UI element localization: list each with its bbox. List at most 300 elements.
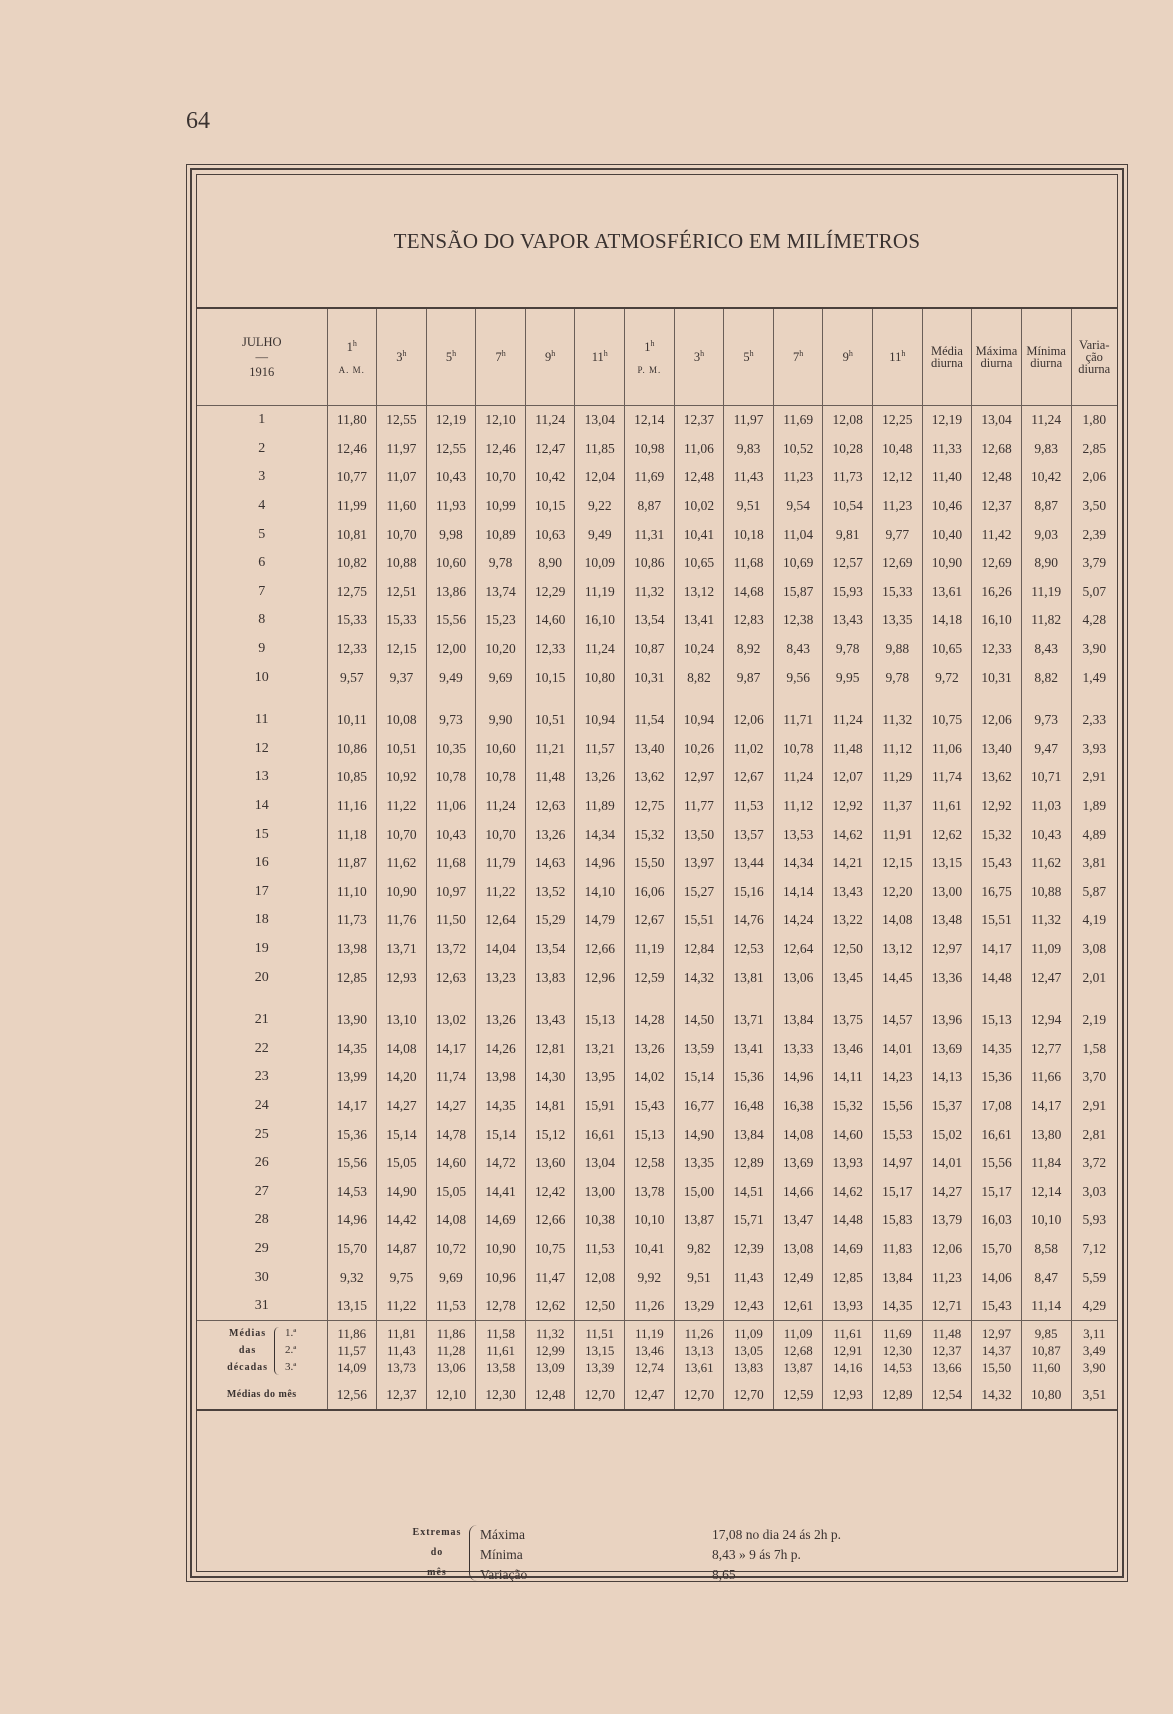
value-cell: 12,61 — [773, 1292, 823, 1321]
day-cell: 29 — [254, 1240, 269, 1256]
value-cell: 10,10 — [625, 1206, 675, 1235]
value-cell: 11,06 — [674, 435, 724, 464]
value-cell: 12,53 — [724, 935, 774, 964]
value-cell: 12,37 — [972, 492, 1022, 521]
value-cell: 14,62 — [823, 820, 873, 849]
value-cell: 14,04 — [476, 935, 526, 964]
value-cell: 13,04 — [972, 406, 1022, 435]
value-cell: 10,15 — [525, 663, 575, 692]
month-mean-cell: 14,32 — [972, 1380, 1022, 1410]
value-cell: 13,95 — [575, 1063, 625, 1092]
am-label: A. M. — [338, 365, 365, 376]
stat-header-min: Mínima diurna — [1021, 309, 1071, 406]
hour-header: 9$^h$ — [823, 309, 873, 406]
value-cell: 14,41 — [476, 1177, 526, 1206]
value-cell: 15,87 — [773, 578, 823, 607]
hour-header: 7$^h$ — [476, 309, 526, 406]
value-cell: 13,26 — [525, 820, 575, 849]
value-cell: 14,27 — [922, 1177, 972, 1206]
value-cell: 13,04 — [575, 406, 625, 435]
table-row — [197, 578, 1117, 607]
value-cell: 14,01 — [873, 1034, 923, 1063]
table-row — [197, 492, 1117, 521]
value-cell: 13,53 — [773, 820, 823, 849]
value-cell: 11,74 — [922, 763, 972, 792]
value-cell: 10,85 — [327, 763, 377, 792]
value-cell: 11,91 — [873, 820, 923, 849]
day-cell: 19 — [254, 940, 269, 956]
value-cell: 9,92 — [625, 1263, 675, 1292]
value-cell: 10,08 — [377, 692, 427, 735]
value-cell: 13,00 — [922, 878, 972, 907]
value-cell: 15,56 — [972, 1149, 1022, 1178]
value-cell: 12,78 — [476, 1292, 526, 1321]
decade-value-cell: 11,69 12,30 14,53 — [873, 1321, 923, 1381]
value-cell: 15,83 — [873, 1206, 923, 1235]
value-cell: 15,37 — [922, 1092, 972, 1121]
table-row — [197, 606, 1117, 635]
value-cell: 10,78 — [773, 735, 823, 764]
day-cell: 17 — [254, 883, 269, 899]
value-cell: 10,18 — [724, 520, 774, 549]
value-cell: 9,78 — [823, 635, 873, 664]
value-cell: 16,38 — [773, 1092, 823, 1121]
value-cell: 11,48 — [525, 763, 575, 792]
month-mean-cell: 12,54 — [922, 1380, 972, 1410]
value-cell: 10,96 — [476, 1263, 526, 1292]
value-cell: 12,46 — [327, 435, 377, 464]
value-cell: 10,31 — [972, 663, 1022, 692]
month-mean-cell: 12,30 — [476, 1380, 526, 1410]
value-cell: 10,35 — [426, 735, 476, 764]
hour-header: 11$^h$ — [575, 309, 625, 406]
value-cell: 9,51 — [724, 492, 774, 521]
value-cell: 11,80 — [327, 406, 377, 435]
value-cell: 11,24 — [476, 792, 526, 821]
month-year: 1916 — [249, 364, 275, 379]
value-cell: 16,10 — [575, 606, 625, 635]
value-cell: 13,26 — [625, 1034, 675, 1063]
value-cell: 12,62 — [525, 1292, 575, 1321]
value-cell: 9,98 — [426, 520, 476, 549]
value-cell: 11,97 — [377, 435, 427, 464]
value-cell: 9,83 — [724, 435, 774, 464]
value-cell: 13,79 — [922, 1206, 972, 1235]
value-cell: 11,74 — [426, 1063, 476, 1092]
value-cell: 11,18 — [327, 820, 377, 849]
value-cell: 7,12 — [1071, 1235, 1117, 1264]
value-cell: 10,70 — [476, 820, 526, 849]
table-row — [197, 820, 1117, 849]
value-cell: 13,69 — [922, 1034, 972, 1063]
month-mean-cell: 12,70 — [674, 1380, 724, 1410]
value-cell: 12,89 — [724, 1149, 774, 1178]
value-cell: 8,43 — [1021, 635, 1071, 664]
value-cell: 14,81 — [525, 1092, 575, 1121]
value-cell: 13,74 — [476, 578, 526, 607]
value-cell: 11,50 — [426, 906, 476, 935]
value-cell: 10,40 — [922, 520, 972, 549]
table-body — [197, 406, 1117, 1411]
value-cell: 11,43 — [724, 1263, 774, 1292]
value-cell: 14,35 — [972, 1034, 1022, 1063]
value-cell: 15,33 — [327, 606, 377, 635]
value-cell: 12,64 — [476, 906, 526, 935]
value-cell: 15,13 — [575, 992, 625, 1035]
day-cell: 27 — [254, 1183, 269, 1199]
value-cell: 13,99 — [327, 1063, 377, 1092]
value-cell: 15,14 — [377, 1120, 427, 1149]
value-cell: 12,20 — [873, 878, 923, 907]
value-cell: 11,79 — [476, 849, 526, 878]
value-cell: 12,81 — [525, 1034, 575, 1063]
value-cell: 10,10 — [1021, 1206, 1071, 1235]
day-cell: 21 — [254, 1012, 269, 1028]
value-cell: 13,45 — [823, 963, 873, 992]
value-cell: 10,94 — [575, 692, 625, 735]
value-cell: 15,23 — [476, 606, 526, 635]
value-cell: 12,15 — [377, 635, 427, 664]
value-cell: 12,55 — [426, 435, 476, 464]
value-cell: 3,72 — [1071, 1149, 1117, 1178]
value-cell: 13,40 — [625, 735, 675, 764]
day-cell: 11 — [255, 712, 269, 728]
month-mean-cell: 12,89 — [873, 1380, 923, 1410]
hour-header: 5$^h$ — [426, 309, 476, 406]
value-cell: 10,54 — [823, 492, 873, 521]
value-cell: 12,47 — [525, 435, 575, 464]
value-cell: 10,60 — [426, 549, 476, 578]
value-cell: 11,60 — [377, 492, 427, 521]
value-cell: 11,31 — [625, 520, 675, 549]
value-cell: 12,50 — [823, 935, 873, 964]
value-cell: 10,46 — [922, 492, 972, 521]
value-cell: 11,24 — [525, 406, 575, 435]
value-cell: 10,42 — [525, 463, 575, 492]
value-cell: 13,96 — [922, 992, 972, 1035]
day-cell: 6 — [258, 555, 266, 571]
day-cell: 14 — [254, 798, 269, 814]
value-cell: 13,33 — [773, 1034, 823, 1063]
value-cell: 2,33 — [1071, 692, 1117, 735]
hour-header: 1$^h$ P. M. — [625, 309, 675, 406]
decade-value-cell: 9,85 10,87 11,60 — [1021, 1321, 1071, 1381]
value-cell: 10,43 — [426, 820, 476, 849]
value-cell: 17,08 — [972, 1092, 1022, 1121]
value-cell: 8,82 — [674, 663, 724, 692]
value-cell: 1,89 — [1071, 792, 1117, 821]
value-cell: 11,93 — [426, 492, 476, 521]
value-cell: 13,97 — [674, 849, 724, 878]
day-cell: 1 — [258, 412, 266, 428]
table-row — [197, 878, 1117, 907]
value-cell: 13,36 — [922, 963, 972, 992]
value-cell: 12,97 — [674, 763, 724, 792]
value-cell: 13,60 — [525, 1149, 575, 1178]
value-cell: 13,71 — [724, 992, 774, 1035]
table-row — [197, 849, 1117, 878]
value-cell: 8,87 — [625, 492, 675, 521]
extreme-max-value: 17,08 no dia 24 ás 2h p. — [712, 1527, 841, 1542]
table-frame-inner — [196, 174, 1118, 1582]
decade-value-cell: 11,32 12,99 13,09 — [525, 1321, 575, 1381]
value-cell: 3,90 — [1071, 635, 1117, 664]
value-cell: 11,09 — [1021, 935, 1071, 964]
value-cell: 13,35 — [674, 1149, 724, 1178]
value-cell: 15,32 — [625, 820, 675, 849]
extreme-max-label: Máxima — [480, 1527, 525, 1542]
value-cell: 12,77 — [1021, 1034, 1071, 1063]
table-row — [197, 1120, 1117, 1149]
value-cell: 8,58 — [1021, 1235, 1071, 1264]
value-cell: 4,29 — [1071, 1292, 1117, 1321]
value-cell: 10,11 — [327, 692, 377, 735]
decade-value-cell: 11,61 12,91 14,16 — [823, 1321, 873, 1381]
table-row — [197, 1063, 1117, 1092]
value-cell: 11,19 — [575, 578, 625, 607]
value-cell: 11,47 — [525, 1263, 575, 1292]
value-cell: 11,06 — [426, 792, 476, 821]
day-cell: 22 — [254, 1040, 269, 1056]
value-cell: 10,26 — [674, 735, 724, 764]
value-cell: 15,51 — [972, 906, 1022, 935]
day-cell: 15 — [254, 826, 269, 842]
value-cell: 12,08 — [823, 406, 873, 435]
value-cell: 12,69 — [873, 549, 923, 578]
value-cell: 10,77 — [327, 463, 377, 492]
value-cell: 15,16 — [724, 878, 774, 907]
value-cell: 11,23 — [922, 1263, 972, 1292]
stat-header-mean: Média diurna — [922, 309, 972, 406]
value-cell: 13,86 — [426, 578, 476, 607]
extreme-variation-label: Variação — [480, 1567, 528, 1582]
value-cell: 12,96 — [575, 963, 625, 992]
value-cell: 12,83 — [724, 606, 774, 635]
value-cell: 11,76 — [377, 906, 427, 935]
value-cell: 16,03 — [972, 1206, 1022, 1235]
value-cell: 11,22 — [377, 1292, 427, 1321]
value-cell: 11,53 — [426, 1292, 476, 1321]
value-cell: 12,63 — [426, 963, 476, 992]
table-row — [197, 1206, 1117, 1235]
value-cell: 10,97 — [426, 878, 476, 907]
value-cell: 10,78 — [426, 763, 476, 792]
value-cell: 10,51 — [525, 692, 575, 735]
table-row — [197, 1263, 1117, 1292]
value-cell: 10,51 — [377, 735, 427, 764]
value-cell: 11,24 — [1021, 406, 1071, 435]
value-cell: 14,24 — [773, 906, 823, 935]
value-cell: 12,37 — [674, 406, 724, 435]
value-cell: 12,51 — [377, 578, 427, 607]
value-cell: 13,02 — [426, 992, 476, 1035]
value-cell: 14,02 — [625, 1063, 675, 1092]
value-cell: 15,53 — [873, 1120, 923, 1149]
value-cell: 11,21 — [525, 735, 575, 764]
table-row — [197, 520, 1117, 549]
value-cell: 11,61 — [922, 792, 972, 821]
value-cell: 12,06 — [972, 692, 1022, 735]
value-cell: 12,85 — [327, 963, 377, 992]
value-cell: 12,12 — [873, 463, 923, 492]
value-cell: 14,90 — [674, 1120, 724, 1149]
value-cell: 15,27 — [674, 878, 724, 907]
value-cell: 14,08 — [873, 906, 923, 935]
value-cell: 11,32 — [873, 692, 923, 735]
value-cell: 10,70 — [377, 820, 427, 849]
value-cell: 13,59 — [674, 1034, 724, 1063]
value-cell: 10,94 — [674, 692, 724, 735]
value-cell: 12,04 — [575, 463, 625, 492]
value-cell: 11,24 — [773, 763, 823, 792]
value-cell: 13,12 — [873, 935, 923, 964]
value-cell: 14,60 — [823, 1120, 873, 1149]
month-mean-cell: 12,56 — [327, 1380, 377, 1410]
extremes-brace — [469, 1525, 478, 1581]
value-cell: 10,72 — [426, 1235, 476, 1264]
value-cell: 12,49 — [773, 1263, 823, 1292]
value-cell: 14,69 — [476, 1206, 526, 1235]
value-cell: 13,41 — [674, 606, 724, 635]
table-frame — [190, 168, 1124, 1582]
value-cell: 11,16 — [327, 792, 377, 821]
value-cell: 13,26 — [575, 763, 625, 792]
value-cell: 10,15 — [525, 492, 575, 521]
value-cell: 12,19 — [426, 406, 476, 435]
stat-header-max: Máxima diurna — [972, 309, 1022, 406]
value-cell: 11,24 — [823, 692, 873, 735]
value-cell: 10,98 — [625, 435, 675, 464]
value-cell: 9,69 — [476, 663, 526, 692]
decade-value-cell: 3,11 3,49 3,90 — [1071, 1321, 1117, 1381]
value-cell: 12,42 — [525, 1177, 575, 1206]
value-cell: 9,54 — [773, 492, 823, 521]
value-cell: 14,57 — [873, 992, 923, 1035]
value-cell: 12,66 — [575, 935, 625, 964]
value-cell: 13,84 — [724, 1120, 774, 1149]
day-cell: 10 — [254, 669, 269, 685]
value-cell: 16,61 — [972, 1120, 1022, 1149]
value-cell: 14,76 — [724, 906, 774, 935]
value-cell: 12,62 — [922, 820, 972, 849]
value-cell: 15,36 — [972, 1063, 1022, 1092]
value-cell: 15,14 — [476, 1120, 526, 1149]
decade-value-cell: 11,86 11,28 13,06 — [426, 1321, 476, 1381]
value-cell: 15,13 — [972, 992, 1022, 1035]
value-cell: 9,47 — [1021, 735, 1071, 764]
value-cell: 14,13 — [922, 1063, 972, 1092]
value-cell: 5,07 — [1071, 578, 1117, 607]
value-cell: 14,23 — [873, 1063, 923, 1092]
value-cell: 14,48 — [972, 963, 1022, 992]
value-cell: 10,42 — [1021, 463, 1071, 492]
value-cell: 3,70 — [1071, 1063, 1117, 1092]
value-cell: 12,39 — [724, 1235, 774, 1264]
extreme-min-label: Mínima — [480, 1547, 523, 1562]
value-cell: 12,75 — [625, 792, 675, 821]
hour-header: 11$^h$ — [873, 309, 923, 406]
value-cell: 14,17 — [327, 1092, 377, 1121]
value-cell: 12,14 — [625, 406, 675, 435]
value-cell: 15,56 — [426, 606, 476, 635]
value-cell: 13,54 — [525, 935, 575, 964]
value-cell: 15,05 — [377, 1149, 427, 1178]
value-cell: 15,29 — [525, 906, 575, 935]
value-cell: 15,56 — [327, 1149, 377, 1178]
value-cell: 16,10 — [972, 606, 1022, 635]
decade-value-cell: 11,86 11,57 14,09 — [327, 1321, 377, 1381]
value-cell: 13,15 — [922, 849, 972, 878]
value-cell: 1,80 — [1071, 406, 1117, 435]
value-cell: 10,90 — [922, 549, 972, 578]
value-cell: 14,35 — [476, 1092, 526, 1121]
table-row — [197, 663, 1117, 692]
value-cell: 11,57 — [575, 735, 625, 764]
value-cell: 13,04 — [575, 1149, 625, 1178]
value-cell: 14,27 — [426, 1092, 476, 1121]
month-mean-cell: 12,10 — [426, 1380, 476, 1410]
table-row — [197, 635, 1117, 664]
day-cell: 3 — [258, 469, 266, 485]
decade-value-cell: 11,09 13,05 13,83 — [724, 1321, 774, 1381]
decade-value-cell: 12,97 14,37 15,50 — [972, 1321, 1022, 1381]
value-cell: 13,62 — [625, 763, 675, 792]
value-cell: 12,08 — [575, 1263, 625, 1292]
value-cell: 16,26 — [972, 578, 1022, 607]
value-cell: 9,95 — [823, 663, 873, 692]
value-cell: 8,47 — [1021, 1263, 1071, 1292]
value-cell: 10,69 — [773, 549, 823, 578]
value-cell: 10,88 — [1021, 878, 1071, 907]
day-cell: 9 — [258, 641, 266, 657]
value-cell: 13,61 — [922, 578, 972, 607]
value-cell: 16,61 — [575, 1120, 625, 1149]
value-cell: 9,75 — [377, 1263, 427, 1292]
value-cell: 11,53 — [575, 1235, 625, 1264]
value-cell: 14,14 — [773, 878, 823, 907]
value-cell: 14,21 — [823, 849, 873, 878]
value-cell: 15,33 — [377, 606, 427, 635]
value-cell: 10,20 — [476, 635, 526, 664]
month-means-label: Médias do mês — [197, 1380, 327, 1410]
value-cell: 11,82 — [1021, 606, 1071, 635]
value-cell: 11,02 — [724, 735, 774, 764]
value-cell: 2,19 — [1071, 992, 1117, 1035]
table-row — [197, 992, 1117, 1035]
value-cell: 15,50 — [625, 849, 675, 878]
value-cell: 11,06 — [922, 735, 972, 764]
value-cell: 11,03 — [1021, 792, 1071, 821]
value-cell: 15,33 — [873, 578, 923, 607]
value-cell: 13,41 — [724, 1034, 774, 1063]
value-cell: 9,90 — [476, 692, 526, 735]
value-cell: 13,84 — [773, 992, 823, 1035]
table-row — [197, 549, 1117, 578]
value-cell: 13,43 — [823, 606, 873, 635]
value-cell: 11,73 — [327, 906, 377, 935]
value-cell: 9,51 — [674, 1263, 724, 1292]
decade-value-cell: 11,81 11,43 13,73 — [377, 1321, 427, 1381]
value-cell: 13,47 — [773, 1206, 823, 1235]
value-cell: 14,78 — [426, 1120, 476, 1149]
day-cell: 23 — [254, 1069, 269, 1085]
value-cell: 13,23 — [476, 963, 526, 992]
value-cell: 8,92 — [724, 635, 774, 664]
value-cell: 15,36 — [327, 1120, 377, 1149]
month-mean-cell: 12,93 — [823, 1380, 873, 1410]
value-cell: 12,19 — [922, 406, 972, 435]
month-mean-cell: 12,48 — [525, 1380, 575, 1410]
